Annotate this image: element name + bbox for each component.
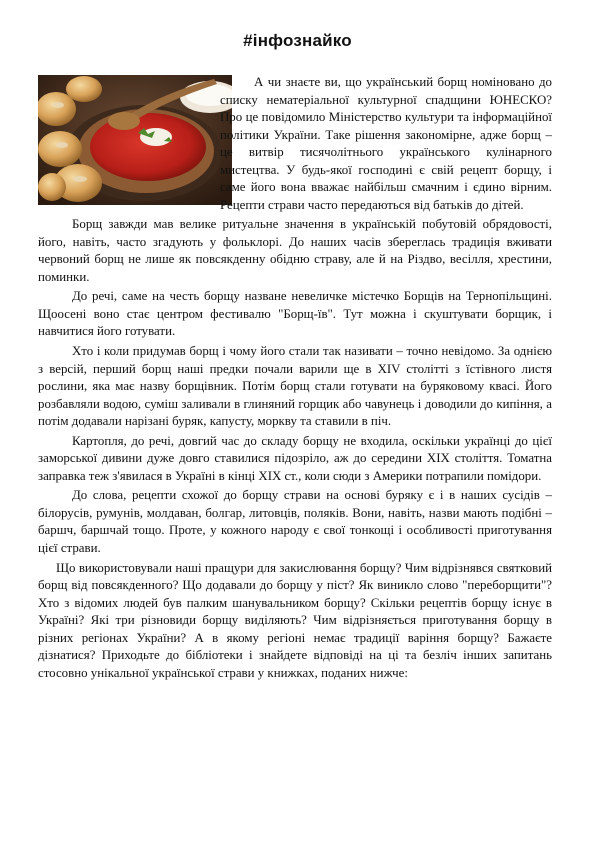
paragraph-1: А чи знаєте ви, що український борщ номіновано до списку нематеріальної культурної спадщини ЮНЕСКО? Про це повідомило Міністерство культури та інформаційної політики України. Таке рішення закономірне, адже борщ – це витвір тисячолітнього українського кулінарного мистецтва. У будь-якої господині є свій рецепт борщу, і саме його вона вважає найбільш смачним і єдино вірним. Рецепти страви часто передаються від батьків до дітей. (220, 75, 552, 212)
paragraph-6: До слова, рецепти схожої до борщу страви на основі буряку є і в наших сусідів – білорусів, румунів, молдаван, болгар, литовців, поляків. Вони, навіть, назви мають подібні – баршч, баршчай тощо. Проте, у кожного народу є свої тонкощі і особливості приготування цієї страви. (38, 488, 552, 555)
page-title: #інфознайко (243, 31, 352, 50)
paragraph-2: Борщ завжди мав велике ритуальне значення в українській побутовій обрядовості, його, навіть, часто згадують у фольклорі. До наших часів збереглась традиція вживати червоний борщ не лише як повсякденну обідню страву, але й на Різдво, весілля, хрестини, поминки. (38, 217, 552, 284)
paragraph-7: Що використовували наші пращури для закислювання борщу? Чим відрізнявся святковий борщ від повсякденного? Що додавали до борщу у піст? Як виникло слово "переборщити"? Хто з відомих людей був палким шанувальником борщу? Скільки рецептів борщу існує в Україні? Які три різновиди борщу виділяють? Чим відрізняється приготування борщу в різних регіонах України? А в якому регіоні немає традиції варіння борщу? Бажаєте дізнатися? Приходьте до бібліотеки і знайдете відповіді на ці та безліч інших запитань стосовно унікальної української страви у книжках, поданих нижче: (38, 560, 552, 680)
paragraph-4: Хто і коли придумав борщ і чому його стали так називати – точно невідомо. За однією з версій, перший борщ наші предки почали варили ще в XIV столітті з їстівного листя рослини, яка має назву борщівник. Потім борщ стали готувати на буряковому квасі. Його розбавляли водою, суміш заливали в глиняний горщик або чавунець і доводили до кипіння, а потім додавали нарізані буряк, капусту, моркву та ставили в піч. (38, 344, 552, 429)
paragraph-5: Картопля, до речі, довгий час до складу борщу не входила, оскільки українці до цієї заморської дивини дуже довго ставилися підозріло, аж до середини XIX століття. Томатна заправка теж з'явилася в Україні в кінці XIX ст., коли сюди з Америки потрапили помідори. (38, 433, 552, 483)
article-body (38, 74, 552, 684)
paragraph-3: До речі, саме на честь борщу назване невеличке містечко Борщів на Тернопільщині. Щоосені воно стає центром фестивалю "Борщ-їв". Тут можна і скуштувати борщик, і навчитися його готувати. (38, 289, 552, 339)
photo-spacer (38, 74, 220, 204)
